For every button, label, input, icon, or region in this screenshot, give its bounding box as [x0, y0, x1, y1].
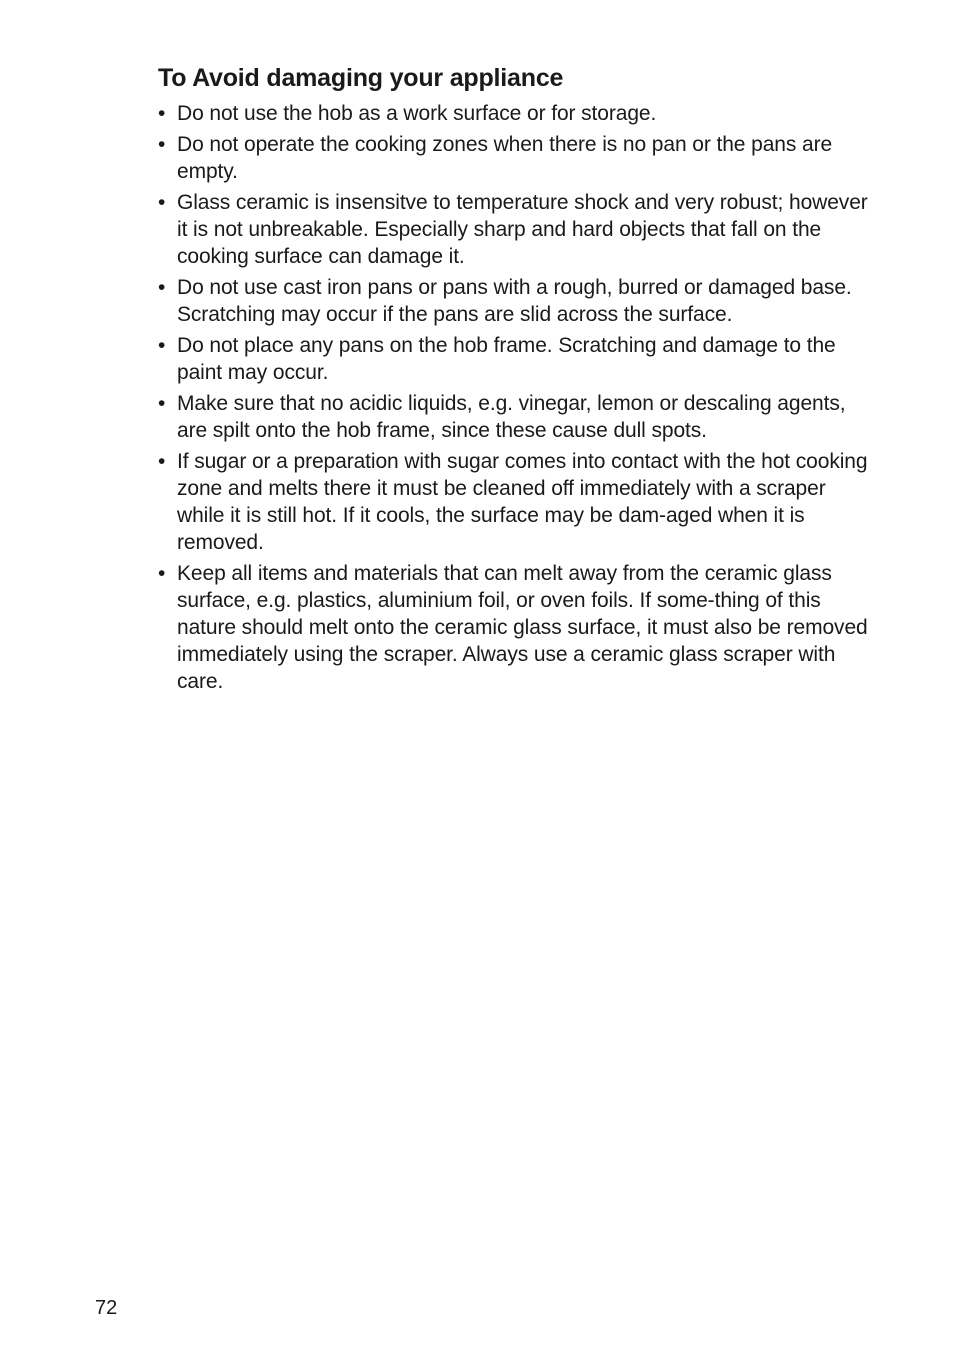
list-item [158, 131, 868, 185]
list-item [158, 390, 868, 444]
bullet-icon: • [158, 392, 166, 415]
bullet-icon: • [158, 276, 166, 299]
bullet-icon: • [158, 334, 166, 357]
list-item [158, 560, 868, 695]
section-heading: To Avoid damaging your appliance [158, 64, 564, 92]
list-item [158, 189, 868, 270]
list-item-text: Do not operate the cooking zones when there is no pan or the pans are empty. [177, 133, 833, 183]
list-item-text: Make sure that no acidic liquids, e.g. vinegar, lemon or descaling agents, are spilt onto the hob frame, since these cause dull spots. [177, 392, 846, 442]
list-item [158, 274, 868, 328]
bullet-icon: • [158, 102, 166, 125]
list-item-text: Do not use the hob as a work surface or for storage. [177, 102, 657, 125]
bullet-icon: • [158, 562, 166, 585]
bullet-icon: • [158, 450, 166, 473]
list-item-text: Do not place any pans on the hob frame. Scratching and damage to the paint may occur. [177, 334, 836, 384]
bullet-icon: • [158, 191, 166, 214]
list-item-text: Do not use cast iron pans or pans with a rough, burred or damaged base. Scratching may occur if the pans are slid across the surface. [177, 276, 852, 326]
list-item [158, 332, 868, 386]
list-item-text: If sugar or a preparation with sugar comes into contact with the hot cooking zone and melts there it must be cleaned off immediately with a scraper while it is still hot. If it cools, the surface may be dam-aged when it is removed. [177, 450, 868, 554]
page-number: 72 [95, 1297, 118, 1319]
list-item [158, 448, 868, 556]
list-item-text: Glass ceramic is insensitve to temperature shock and very robust; however it is not unbreakable. Especially sharp and hard objects that fall on the cooking surface can damage it. [177, 191, 868, 268]
bullet-icon: • [158, 133, 166, 156]
bullet-list [158, 100, 868, 695]
list-item-text: Keep all items and materials that can melt away from the ceramic glass surface, e.g. plastics, aluminium foil, or oven foils. If some-thing of this nature should melt onto the ceramic glass surface, it must also be removed immediately using the scraper. Always use a ceramic glass scraper with care. [177, 562, 868, 693]
list-item [158, 100, 868, 127]
main-content [158, 62, 868, 699]
